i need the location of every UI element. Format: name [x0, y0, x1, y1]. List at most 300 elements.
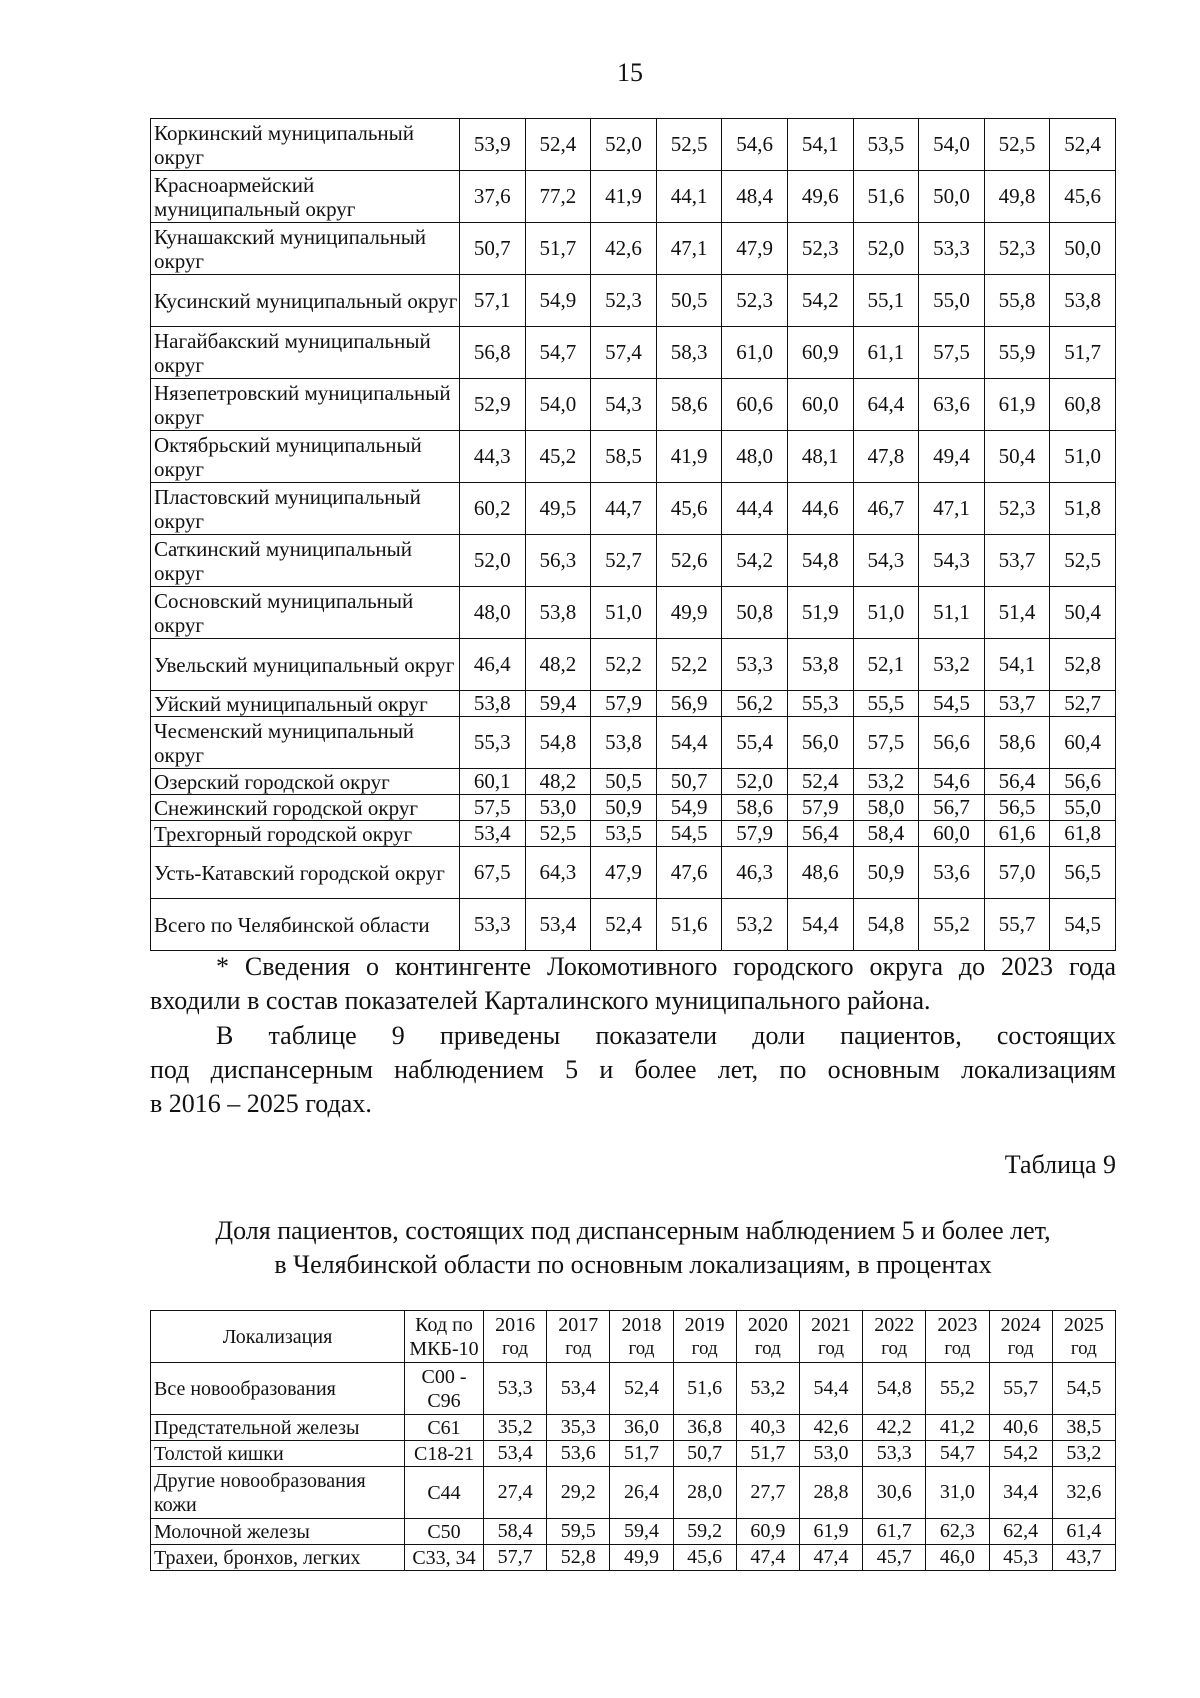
year-suffix: год — [628, 1337, 655, 1359]
value-cell: 53,4 — [547, 1363, 610, 1415]
value-cell: 52,8 — [1050, 639, 1116, 691]
table-row — [151, 1467, 1116, 1519]
value-cell: 55,2 — [926, 1363, 989, 1415]
year-label: 2021 — [811, 1313, 852, 1336]
value-cell: 59,4 — [525, 691, 591, 717]
table-row — [151, 1519, 1116, 1545]
value-cell: 52,0 — [591, 119, 657, 171]
value-cell: 53,2 — [722, 899, 788, 951]
value-cell: 46,4 — [460, 639, 526, 691]
value-cell: 53,2 — [1052, 1441, 1115, 1467]
district-name: Усть-Катавский городской округ — [151, 847, 460, 899]
value-cell: 58,6 — [984, 717, 1050, 769]
value-cell: 41,9 — [591, 171, 657, 223]
value-cell: 50,7 — [656, 769, 722, 795]
table-row — [151, 327, 1116, 379]
value-cell: 53,0 — [525, 795, 591, 821]
value-cell: 27,7 — [736, 1467, 799, 1519]
value-cell: 46,0 — [926, 1545, 989, 1571]
value-cell: 42,6 — [799, 1415, 862, 1441]
value-cell: 61,1 — [853, 327, 919, 379]
value-cell: 63,6 — [919, 379, 985, 431]
district-name: Уйский муниципальный округ — [151, 691, 460, 717]
value-cell: 45,6 — [656, 483, 722, 535]
value-cell: 52,3 — [591, 275, 657, 327]
value-cell: 52,3 — [722, 275, 788, 327]
table-row — [151, 483, 1116, 535]
value-cell: 51,7 — [610, 1441, 673, 1467]
value-cell: 52,2 — [656, 639, 722, 691]
localization-table — [150, 1310, 1116, 1571]
value-cell: 54,6 — [919, 769, 985, 795]
table-row — [151, 795, 1116, 821]
value-cell: 54,4 — [799, 1363, 862, 1415]
intro-line: В таблице 9 приведены показатели доли пациентов, состоящих — [216, 1021, 1116, 1050]
value-cell: 53,4 — [525, 899, 591, 951]
value-cell: 54,3 — [591, 379, 657, 431]
table-row — [151, 119, 1116, 171]
table-row — [151, 899, 1116, 951]
localization-name: Все новообразования — [151, 1363, 405, 1415]
value-cell: 44,4 — [722, 483, 788, 535]
icd-code: С18-21 — [405, 1441, 484, 1467]
value-cell: 44,1 — [656, 171, 722, 223]
district-name: Сосновский муниципальный округ — [151, 587, 460, 639]
value-cell: 52,5 — [1050, 535, 1116, 587]
value-cell: 54,9 — [525, 275, 591, 327]
header-year — [1052, 1311, 1115, 1363]
value-cell: 60,0 — [787, 379, 853, 431]
value-cell: 46,3 — [722, 847, 788, 899]
value-cell: 60,9 — [787, 327, 853, 379]
value-cell: 48,0 — [460, 587, 526, 639]
header-year — [989, 1311, 1052, 1363]
year-suffix: год — [691, 1337, 718, 1359]
value-cell: 48,2 — [525, 769, 591, 795]
year-label: 2023 — [937, 1313, 978, 1336]
value-cell: 60,2 — [460, 483, 526, 535]
value-cell: 57,9 — [722, 821, 788, 847]
value-cell: 51,6 — [656, 899, 722, 951]
value-cell: 49,9 — [610, 1545, 673, 1571]
value-cell: 61,0 — [722, 327, 788, 379]
value-cell: 54,8 — [863, 1363, 926, 1415]
value-cell: 50,7 — [460, 223, 526, 275]
value-cell: 40,3 — [736, 1415, 799, 1441]
value-cell: 54,2 — [989, 1441, 1052, 1467]
icd-code: С44 — [405, 1467, 484, 1519]
table-row — [151, 1545, 1116, 1571]
district-name: Чесменский муниципальный округ — [151, 717, 460, 769]
value-cell: 38,5 — [1052, 1415, 1115, 1441]
value-cell: 28,0 — [673, 1467, 736, 1519]
intro-paragraph — [150, 1019, 1116, 1121]
value-cell: 60,8 — [1050, 379, 1116, 431]
value-cell: 52,7 — [591, 535, 657, 587]
value-cell: 55,8 — [984, 275, 1050, 327]
value-cell: 51,7 — [525, 223, 591, 275]
value-cell: 50,0 — [919, 171, 985, 223]
value-cell: 56,9 — [656, 691, 722, 717]
value-cell: 35,2 — [484, 1415, 547, 1441]
value-cell: 67,5 — [460, 847, 526, 899]
table-row — [151, 1363, 1116, 1415]
value-cell: 31,0 — [926, 1467, 989, 1519]
value-cell: 52,7 — [1050, 691, 1116, 717]
value-cell: 54,2 — [787, 275, 853, 327]
header-year — [673, 1311, 736, 1363]
localization-name: Толстой кишки — [151, 1441, 405, 1467]
value-cell: 34,4 — [989, 1467, 1052, 1519]
value-cell: 57,9 — [591, 691, 657, 717]
value-cell: 47,1 — [656, 223, 722, 275]
year-label: 2019 — [684, 1313, 725, 1336]
value-cell: 55,7 — [984, 899, 1050, 951]
value-cell: 56,5 — [1050, 847, 1116, 899]
value-cell: 26,4 — [610, 1467, 673, 1519]
value-cell: 45,3 — [989, 1545, 1052, 1571]
value-cell: 49,8 — [984, 171, 1050, 223]
value-cell: 53,3 — [484, 1363, 547, 1415]
value-cell: 50,8 — [722, 587, 788, 639]
value-cell: 55,3 — [787, 691, 853, 717]
value-cell: 53,8 — [787, 639, 853, 691]
icd-code: С50 — [405, 1519, 484, 1545]
value-cell: 56,5 — [984, 795, 1050, 821]
value-cell: 53,3 — [722, 639, 788, 691]
value-cell: 36,0 — [610, 1415, 673, 1441]
year-suffix: год — [944, 1337, 971, 1359]
value-cell: 32,6 — [1052, 1467, 1115, 1519]
value-cell: 51,6 — [853, 171, 919, 223]
value-cell: 47,4 — [799, 1545, 862, 1571]
value-cell: 55,0 — [919, 275, 985, 327]
value-cell: 47,9 — [591, 847, 657, 899]
value-cell: 54,4 — [656, 717, 722, 769]
value-cell: 57,5 — [919, 327, 985, 379]
value-cell: 57,1 — [460, 275, 526, 327]
district-name: Октябрьский муниципальный округ — [151, 431, 460, 483]
header-code-line: МКБ-10 — [409, 1337, 479, 1360]
value-cell: 58,6 — [656, 379, 722, 431]
district-name: Нагайбакский муниципальный округ — [151, 327, 460, 379]
value-cell: 54,1 — [984, 639, 1050, 691]
value-cell: 51,0 — [1050, 431, 1116, 483]
header-year — [547, 1311, 610, 1363]
value-cell: 54,7 — [525, 327, 591, 379]
value-cell: 62,4 — [989, 1519, 1052, 1545]
district-name: Озерский городской округ — [151, 769, 460, 795]
year-suffix: год — [1070, 1337, 1097, 1359]
value-cell: 53,6 — [919, 847, 985, 899]
value-cell: 57,9 — [787, 795, 853, 821]
icd-code: С33, 34 — [405, 1545, 484, 1571]
value-cell: 61,7 — [863, 1519, 926, 1545]
value-cell: 52,0 — [722, 769, 788, 795]
value-cell: 54,4 — [787, 899, 853, 951]
table-title — [150, 1214, 1116, 1282]
district-name: Снежинский городской округ — [151, 795, 460, 821]
value-cell: 61,9 — [799, 1519, 862, 1545]
value-cell: 50,7 — [673, 1441, 736, 1467]
value-cell: 61,6 — [984, 821, 1050, 847]
value-cell: 55,4 — [722, 717, 788, 769]
value-cell: 27,4 — [484, 1467, 547, 1519]
value-cell: 54,8 — [787, 535, 853, 587]
localization-name: Другие новообразования кожи — [151, 1467, 405, 1519]
table-title-line: Доля пациентов, состоящих под диспансерным наблюдением 5 и более лет, — [215, 1216, 1051, 1245]
localization-name: Молочной железы — [151, 1519, 405, 1545]
value-cell: 54,5 — [1050, 899, 1116, 951]
value-cell: 55,2 — [919, 899, 985, 951]
value-cell: 53,3 — [460, 899, 526, 951]
table-title-line: в Челябинской области по основным локализациям, в процентах — [274, 1250, 992, 1279]
value-cell: 54,2 — [722, 535, 788, 587]
value-cell: 77,2 — [525, 171, 591, 223]
value-cell: 53,0 — [799, 1441, 862, 1467]
table-row — [151, 535, 1116, 587]
header-row — [151, 1311, 1116, 1363]
header-year — [484, 1311, 547, 1363]
value-cell: 45,2 — [525, 431, 591, 483]
value-cell: 49,5 — [525, 483, 591, 535]
value-cell: 54,1 — [787, 119, 853, 171]
header-year — [863, 1311, 926, 1363]
value-cell: 54,0 — [919, 119, 985, 171]
table-row — [151, 431, 1116, 483]
value-cell: 52,5 — [525, 821, 591, 847]
value-cell: 55,9 — [984, 327, 1050, 379]
district-name: Пластовский муниципальный округ — [151, 483, 460, 535]
table-row — [151, 1415, 1116, 1441]
value-cell: 54,9 — [656, 795, 722, 821]
value-cell: 50,5 — [591, 769, 657, 795]
value-cell: 64,3 — [525, 847, 591, 899]
header-year — [610, 1311, 673, 1363]
value-cell: 52,4 — [525, 119, 591, 171]
value-cell: 45,6 — [673, 1545, 736, 1571]
value-cell: 49,9 — [656, 587, 722, 639]
table-row — [151, 171, 1116, 223]
value-cell: 51,0 — [853, 587, 919, 639]
value-cell: 28,8 — [799, 1467, 862, 1519]
footnote-line: входили в состав показателей Карталинского муниципального района. — [150, 986, 931, 1015]
value-cell: 51,4 — [984, 587, 1050, 639]
footnote — [150, 950, 1116, 1018]
value-cell: 53,4 — [484, 1441, 547, 1467]
table-row — [151, 1441, 1116, 1467]
header-year — [736, 1311, 799, 1363]
icd-code: С61 — [405, 1415, 484, 1441]
value-cell: 56,2 — [722, 691, 788, 717]
table-row — [151, 691, 1116, 717]
district-name: Кусинский муниципальный округ — [151, 275, 460, 327]
localization-name: Предстательной железы — [151, 1415, 405, 1441]
value-cell: 51,1 — [919, 587, 985, 639]
value-cell: 51,8 — [1050, 483, 1116, 535]
value-cell: 49,4 — [919, 431, 985, 483]
value-cell: 52,3 — [787, 223, 853, 275]
year-label: 2025 — [1063, 1313, 1104, 1336]
localization-name: Трахеи, бронхов, легких — [151, 1545, 405, 1571]
value-cell: 60,1 — [460, 769, 526, 795]
table-row — [151, 847, 1116, 899]
value-cell: 52,2 — [591, 639, 657, 691]
value-cell: 52,3 — [984, 483, 1050, 535]
icd-code: С00 - С96 — [405, 1363, 484, 1415]
value-cell: 53,9 — [460, 119, 526, 171]
value-cell: 50,9 — [591, 795, 657, 821]
value-cell: 57,5 — [460, 795, 526, 821]
value-cell: 54,5 — [919, 691, 985, 717]
value-cell: 53,8 — [460, 691, 526, 717]
value-cell: 60,9 — [736, 1519, 799, 1545]
value-cell: 52,5 — [656, 119, 722, 171]
value-cell: 52,4 — [610, 1363, 673, 1415]
value-cell: 53,3 — [863, 1441, 926, 1467]
value-cell: 55,1 — [853, 275, 919, 327]
value-cell: 61,8 — [1050, 821, 1116, 847]
district-name: Трехгорный городской округ — [151, 821, 460, 847]
intro-line: в 2016 – 2025 годах. — [150, 1089, 372, 1118]
value-cell: 54,5 — [656, 821, 722, 847]
value-cell: 40,6 — [989, 1415, 1052, 1441]
value-cell: 59,5 — [547, 1519, 610, 1545]
value-cell: 52,8 — [547, 1545, 610, 1571]
value-cell: 52,4 — [591, 899, 657, 951]
value-cell: 50,0 — [1050, 223, 1116, 275]
year-label: 2022 — [874, 1313, 915, 1336]
value-cell: 61,9 — [984, 379, 1050, 431]
district-name: Красноармейский муниципальный округ — [151, 171, 460, 223]
value-cell: 53,6 — [547, 1441, 610, 1467]
value-cell: 55,5 — [853, 691, 919, 717]
value-cell: 47,1 — [919, 483, 985, 535]
value-cell: 56,0 — [787, 717, 853, 769]
value-cell: 53,8 — [525, 587, 591, 639]
table-row — [151, 223, 1116, 275]
value-cell: 53,4 — [460, 821, 526, 847]
value-cell: 59,2 — [673, 1519, 736, 1545]
table-row — [151, 587, 1116, 639]
value-cell: 48,1 — [787, 431, 853, 483]
value-cell: 56,4 — [984, 769, 1050, 795]
district-name: Нязепетровский муниципальный округ — [151, 379, 460, 431]
footnote-line: * Сведения о контингенте Локомотивного городского округа до 2023 года — [216, 952, 1116, 981]
district-name: Коркинский муниципальный округ — [151, 119, 460, 171]
page-number: 15 — [617, 58, 643, 87]
value-cell: 54,0 — [525, 379, 591, 431]
value-cell: 54,8 — [525, 717, 591, 769]
district-name: Кунашакский муниципальный округ — [151, 223, 460, 275]
value-cell: 41,9 — [656, 431, 722, 483]
value-cell: 45,7 — [863, 1545, 926, 1571]
value-cell: 58,4 — [484, 1519, 547, 1545]
value-cell: 58,5 — [591, 431, 657, 483]
value-cell: 47,8 — [853, 431, 919, 483]
value-cell: 56,3 — [525, 535, 591, 587]
value-cell: 56,6 — [1050, 769, 1116, 795]
district-name: Саткинский муниципальный округ — [151, 535, 460, 587]
value-cell: 56,6 — [919, 717, 985, 769]
value-cell: 30,6 — [863, 1467, 926, 1519]
table-row — [151, 275, 1116, 327]
value-cell: 52,5 — [984, 119, 1050, 171]
value-cell: 53,2 — [736, 1363, 799, 1415]
value-cell: 64,4 — [853, 379, 919, 431]
value-cell: 58,6 — [722, 795, 788, 821]
value-cell: 60,0 — [919, 821, 985, 847]
year-suffix: год — [565, 1337, 592, 1359]
value-cell: 50,4 — [1050, 587, 1116, 639]
value-cell: 44,7 — [591, 483, 657, 535]
value-cell: 46,7 — [853, 483, 919, 535]
value-cell: 54,3 — [919, 535, 985, 587]
value-cell: 56,4 — [787, 821, 853, 847]
value-cell: 48,0 — [722, 431, 788, 483]
value-cell: 56,7 — [919, 795, 985, 821]
value-cell: 35,3 — [547, 1415, 610, 1441]
value-cell: 53,7 — [984, 691, 1050, 717]
table-row — [151, 769, 1116, 795]
intro-line: под диспансерным наблюдением 5 и более лет, по основным локализациям — [150, 1055, 1116, 1084]
value-cell: 48,4 — [722, 171, 788, 223]
year-suffix: год — [502, 1337, 529, 1359]
value-cell: 58,3 — [656, 327, 722, 379]
header-localization: Локализация — [151, 1311, 405, 1363]
value-cell: 50,5 — [656, 275, 722, 327]
value-cell: 47,4 — [736, 1545, 799, 1571]
value-cell: 53,2 — [919, 639, 985, 691]
value-cell: 57,4 — [591, 327, 657, 379]
header-year — [799, 1311, 862, 1363]
value-cell: 62,3 — [926, 1519, 989, 1545]
value-cell: 60,4 — [1050, 717, 1116, 769]
value-cell: 47,9 — [722, 223, 788, 275]
district-table — [150, 118, 1116, 951]
year-label: 2017 — [558, 1313, 599, 1336]
value-cell: 52,4 — [787, 769, 853, 795]
header-code — [405, 1311, 484, 1363]
table-row — [151, 717, 1116, 769]
table-row — [151, 639, 1116, 691]
value-cell: 52,1 — [853, 639, 919, 691]
value-cell: 52,0 — [853, 223, 919, 275]
value-cell: 52,3 — [984, 223, 1050, 275]
value-cell: 29,2 — [547, 1467, 610, 1519]
value-cell: 57,0 — [984, 847, 1050, 899]
value-cell: 54,5 — [1052, 1363, 1115, 1415]
year-suffix: год — [818, 1337, 844, 1359]
year-label: 2016 — [495, 1313, 536, 1336]
value-cell: 53,8 — [1050, 275, 1116, 327]
value-cell: 57,5 — [853, 717, 919, 769]
value-cell: 36,8 — [673, 1415, 736, 1441]
value-cell: 52,9 — [460, 379, 526, 431]
value-cell: 51,7 — [736, 1441, 799, 1467]
district-name: Всего по Челябинской области — [151, 899, 460, 951]
year-label: 2024 — [1000, 1313, 1041, 1336]
year-label: 2018 — [621, 1313, 662, 1336]
district-name: Увельский муниципальный округ — [151, 639, 460, 691]
year-suffix: год — [1007, 1337, 1034, 1359]
table-row — [151, 821, 1116, 847]
value-cell: 60,6 — [722, 379, 788, 431]
value-cell: 51,0 — [591, 587, 657, 639]
value-cell: 54,6 — [722, 119, 788, 171]
value-cell: 49,6 — [787, 171, 853, 223]
value-cell: 41,2 — [926, 1415, 989, 1441]
